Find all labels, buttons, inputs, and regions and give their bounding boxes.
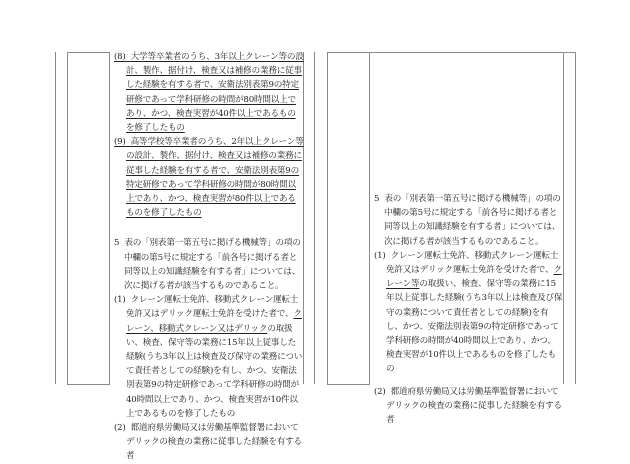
left-text-column (114, 50, 304, 464)
item-number: (2) (114, 423, 126, 434)
right-box-left-edge (327, 52, 328, 384)
item-number: (8) (114, 52, 126, 62)
item-number: (2) (374, 386, 386, 397)
list-item-2 (114, 421, 304, 464)
item-text-underlined: クレーン、移動式クレーン又はデリック (126, 309, 302, 334)
table-border-right-outer (575, 52, 576, 384)
list-item-2 (374, 385, 564, 428)
section-number: 5 (114, 238, 120, 249)
item-text: 都道府県労働局又は労働基準監督署においてデリックの検査の業務に従事した経験を有する者 (386, 386, 562, 426)
section-text: 表の「別表第一第五号に掲げる機械等」の項の中欄の第5号に規定する「前各号に掲げる者と同等以上の知識経験を有する者」については、次に掲げる者が該当するものであること。 (124, 238, 301, 292)
list-item-1 (114, 293, 304, 421)
left-box-right-edge (109, 52, 110, 384)
item-text: 大学等卒業者のうち、3年以上クレーン等の設計、製作、据付け、検査又は補修の業務に従事した経験を有する者で、安衛法別表第9の特定研修であって学科研修の時間が80時間以上であり、かつ、検査実習が40件以上であるものを修了したもの (126, 52, 304, 134)
left-box-left-edge (67, 52, 68, 384)
right-box-right-edge (369, 52, 370, 384)
list-item-8 (114, 50, 304, 135)
item-number: (9) (114, 137, 126, 148)
item-text-post: の取扱い、検査、保守等の業務に15年以上従事した経験(うち3年以上は検査及び保守の業務について責任者としての経験)を有し、かつ、安衛法別表第9の特定研修であって学科研修の時間が40時間以上であり、かつ、検査実習が10件以上であるものを修了したもの (126, 323, 303, 419)
left-box-top-edge (67, 52, 110, 53)
right-column-top-edge (369, 52, 576, 53)
list-item-1 (374, 249, 564, 377)
item-number: (1) (114, 295, 126, 306)
right-text-column (374, 192, 564, 427)
section-5 (374, 192, 564, 249)
item-text: 都道府県労働局又は労働基準監督署においてデリックの検査の業務に従事した経験を有する者 (126, 423, 302, 462)
item-text-post: の取扱い、検査、保守等の業務に15年以上従事した経験(うち3年以上は検査及び保守の業務について責任者としての経験)を有し、かつ、安衛法別表第9の特定研修であって学科研修の時間が40時間以上であり、かつ、検査実習が10件以上であるものを修了したもの (386, 279, 563, 375)
left-box-bottom-edge (67, 384, 110, 385)
middle-divider (314, 52, 315, 384)
right-box-top-edge (327, 52, 370, 53)
section-text: 表の「別表第一第五号に掲げる機械等」の項の中欄の第5号に規定する「前各号に掲げる者と同等以上の知識経験を有する者」については、次に掲げる者が該当するものであること。 (384, 194, 561, 247)
list-item-9 (114, 135, 304, 220)
item-text-underlined: クレーン等 (386, 265, 562, 290)
item-text: 高等学校等卒業者のうち、2年以上クレーン等の設計、製作、据付け、検査又は補修の業務に従事した経験を有する者で、安衛法別表第9の特定研修であって学科研修の時間が80時間以上であり、かつ、検査実習が80件以上であるものを修了したもの (126, 137, 304, 219)
section-number: 5 (374, 194, 380, 204)
section-5 (114, 236, 304, 293)
table-border-left-outer (55, 52, 56, 384)
item-text-pre: クレーン運転士免許、移動式クレーン運転士免許又はデリック運転士免許を受けた者で、 (386, 250, 559, 276)
item-text-pre: クレーン運転士免許、移動式クレーン運転士免許又はデリック運転士免許を受けた者で、 (126, 295, 299, 320)
item-number: (1) (374, 250, 386, 261)
right-box-bottom-edge (327, 384, 370, 385)
